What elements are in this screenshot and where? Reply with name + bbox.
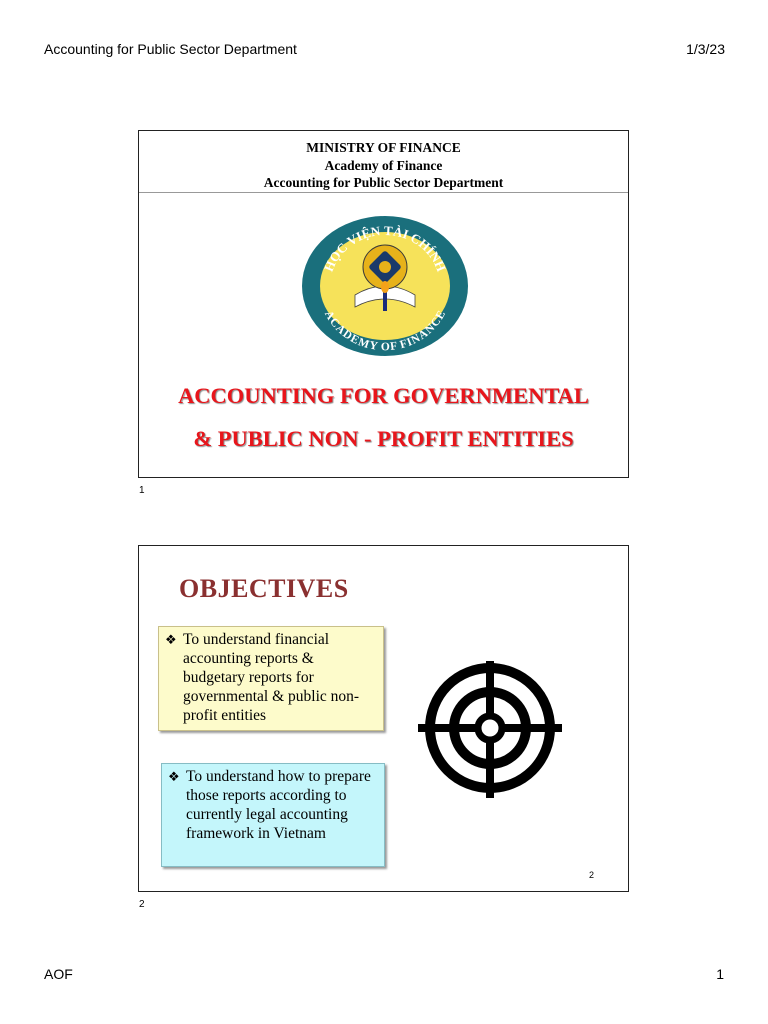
ministry-line: MINISTRY OF FINANCE	[306, 140, 461, 155]
slide-2-page-label: 2	[139, 899, 145, 910]
academy-logo	[300, 215, 470, 357]
objective-1-text: To understand financial accounting reports & budgetary reports for governmental & public non-profit entities	[183, 631, 360, 724]
slide-2	[138, 545, 629, 892]
target-icon	[418, 661, 563, 801]
title-line-2: & PUBLIC NON - PROFIT ENTITIES	[193, 426, 574, 451]
slide-1	[138, 130, 629, 478]
objectives-title: OBJECTIVES	[179, 574, 349, 603]
diamond-bullet-icon: ❖	[165, 632, 177, 647]
page-footer-left: AOF	[44, 966, 73, 982]
logo-top-text: HỌC VIỆN TÀI CHÍNH	[320, 222, 450, 274]
objective-2-text: To understand how to prepare those reports according to currently legal accounting framework in Vietnam	[186, 768, 371, 842]
title-line-1: ACCOUNTING FOR GOVERNMENTAL	[178, 383, 589, 408]
page-header-title: Accounting for Public Sector Department	[44, 41, 297, 57]
objective-box-1	[158, 626, 384, 731]
page-number: 1	[716, 966, 724, 982]
slide-2-inner-number: 2	[589, 870, 595, 880]
page-header-date: 1/3/23	[686, 41, 725, 57]
slide-1-header	[139, 139, 628, 192]
diamond-bullet-icon: ❖	[168, 769, 180, 784]
objective-box-2	[161, 763, 385, 867]
academy-line: Academy of Finance	[324, 157, 443, 173]
header-divider	[139, 192, 628, 193]
logo-bottom-text: ACADEMY OF FINANCE	[322, 308, 448, 354]
slide-1-page-label: 1	[139, 485, 145, 496]
department-line: Accounting for Public Sector Department	[263, 175, 504, 190]
